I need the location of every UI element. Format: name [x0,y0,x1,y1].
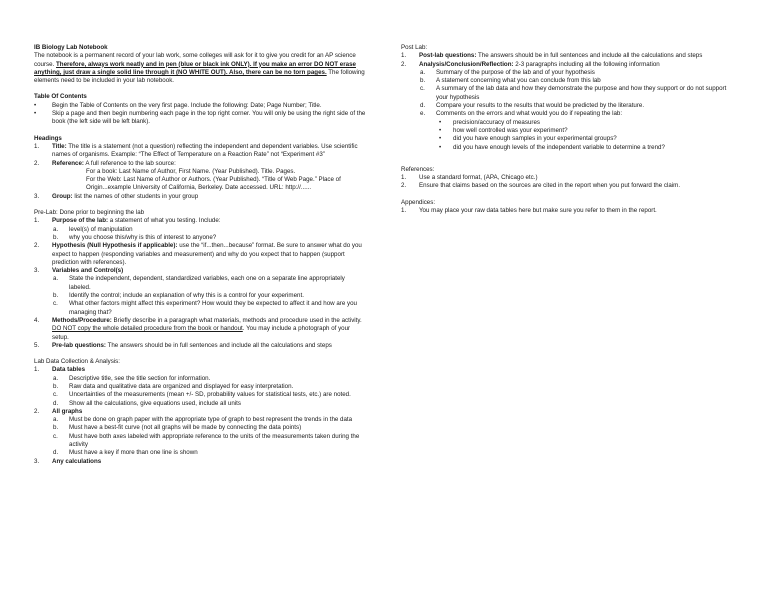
item-text-end: . You may include a photograph of your setup. [52,325,351,341]
sub-item-mark: c. [53,300,58,308]
item-text: Briefly describe in a paragraph what materials, methods and procedure used in the activity. [111,316,362,324]
list-item [401,61,737,69]
item-text: a statement of what you testing. Include: [108,217,221,225]
appendices-section [401,199,737,216]
item-label: Any calculations [52,457,102,465]
sub-item-mark: b. [53,424,59,432]
item-label: Analysis/Conclusion/Reflection: [419,60,514,68]
list-item [34,217,366,225]
item-text: A full reference to the lab source: [83,159,176,167]
intro-text: The notebook is a permanent record of your lab work, some colleges will ask for it to give you credit for an AP science course. [34,52,356,68]
item-number: 2. [34,159,40,167]
list-item [34,458,366,466]
sub-item-mark: d. [53,449,59,457]
item-number: 2. [401,60,407,68]
item-text: You may place your raw data tables here but make sure you refer to them in the report. [419,207,657,215]
item-text: The answers should be in full sentences and include all the calculations and steps [105,341,332,349]
collection-section [34,358,366,466]
sub-item-text: A statement concerning what you can conclude from this lab [436,77,601,85]
sub-item [401,102,737,110]
bullet-mark: • [439,126,442,134]
sub-item [34,424,366,432]
headings-heading: Headings [34,134,62,142]
reference-format-book: For a book: Last Name of Author, First Name. (Year Published). Title. Pages. [86,167,296,175]
list-item [34,317,366,342]
item-number: 5. [34,341,40,349]
list-item [401,174,737,182]
item-number: 3. [34,267,40,275]
toc-item-text: Begin the Table of Contents on the very first page. Include the following: Date; Page Number; Title. [52,101,322,109]
sub-item-mark: b. [420,77,426,85]
item-label: Methods/Procedure: [52,316,112,324]
bullet-mark: • [34,110,37,118]
prelab-section [34,209,366,350]
item-label: Variables and Control(s) [52,267,124,275]
sub-item [401,85,737,102]
item-number: 2. [34,407,40,415]
item-label: All graphs [52,407,83,415]
sub-item [34,433,366,450]
prelab-label: Pre-Lab: [34,209,58,217]
sub-item-text: Compare your results to the results that would be predicted by the literature. [436,102,645,110]
right-column [401,44,737,215]
item-number: 2. [34,242,40,250]
list-item [34,143,366,160]
sub-item-mark: c. [53,432,58,440]
sub-item [34,375,366,383]
sub-item-mark: b. [53,292,59,300]
sub-item-text: Must have a key if more than one line is shown [69,449,198,457]
sub-item [401,110,737,118]
bullet-item [401,119,737,127]
item-text: use the “if...then...because” format. Be sure to answer what do you expect to happen (responding variables and measurement) and why do you expect that to happen (support prediction with references). [52,242,362,266]
item-number: 1. [34,142,40,150]
sub-item-mark: d. [53,399,59,407]
item-text: The title is a statement (not a question) reflecting the independent and dependent variables. Use scientific names of organisms. Example: “The Effect of Temperature on a Reaction Rate” not “Experiment #3” [52,142,358,159]
item-number: 2. [401,182,407,190]
document-title: IB Biology Lab Notebook [34,44,108,51]
sub-item [34,226,366,234]
bullet-text: did you have enough samples in your experimental groups? [453,135,617,143]
sub-item-mark: a. [420,68,426,76]
headings-section [34,135,366,201]
intro-text-end: The following elements need to be included in your lab notebook. [34,68,365,85]
item-label: Hypothesis (Null Hypothesis if applicable): [52,242,178,250]
list-item [34,110,366,127]
sub-item [34,275,366,292]
sub-item [34,400,366,408]
sub-item-text: Descriptive title, see the title section for information. [69,374,211,382]
sub-item [401,69,737,77]
bullet-text: did you have enough levels of the independent variable to determine a trend? [453,143,665,151]
bullet-mark: • [439,143,442,151]
sub-item-text: Raw data and qualitative data are organized and displayed for easy interpretation. [69,382,294,390]
item-number: 1. [401,174,407,182]
sub-item-text: Uncertainties of the measurements (mean +/- SD, probability values for statistical tests, etc.) are noted. [69,391,351,399]
list-item [401,182,737,190]
item-number: 1. [34,366,40,374]
sub-item [34,449,366,457]
sub-item [34,416,366,424]
bullet-text: how well controlled was your experiment? [453,126,568,134]
sub-item-text: Show all the calculations, give equations used, include all units [69,399,241,407]
sub-item-text: Must be done on graph paper with the appropriate type of graph to best represent the trends in the data [69,416,353,424]
sub-item-text: State the independent, dependent, standardized variables, each one on a separate line appropriately labeled. [69,275,345,291]
list-item [34,408,366,416]
list-item [34,267,366,275]
sub-item-text: level(s) of manipulation [69,225,133,233]
sub-item-mark: a. [53,416,59,424]
sub-item-mark: c. [53,391,58,399]
postlab-heading: Post Lab: [401,44,428,51]
sub-item-text: Identify the control; include an explanation of why this is a control for your experiment. [69,292,304,300]
item-number: 4. [34,316,40,324]
references-heading: References: [401,165,435,173]
left-column [34,44,366,466]
toc-heading: Table Of Contents [34,93,87,101]
item-label: Purpose of the lab: [52,217,109,225]
postlab-section [401,44,737,152]
sub-item [34,292,366,300]
intro-paragraph [34,52,366,85]
toc-item-text: Skip a page and then begin numbering each page in the top right corner. You will only be using the right side of the book (the left side will be left blank). [52,110,366,126]
bullet-mark: • [439,135,442,143]
sub-item-mark: a. [53,374,59,382]
sub-item-mark: e. [420,110,426,118]
sub-item-mark: b. [53,382,59,390]
bullet-text: precision/accuracy of measures [453,118,541,126]
bullet-item [401,135,737,143]
sub-item-text: Must have a best-fit curve (not all graphs will be made by connecting the data points) [69,424,302,432]
sub-item-text: A summary of the lab data and how they demonstrate the purpose and how they support or do not support your hypothesis [436,85,727,101]
sub-item-mark: d. [420,102,426,110]
item-text: The answers should be in full sentences and include all the calculations and steps [476,52,703,60]
item-number: 1. [34,217,40,225]
sub-item-mark: a. [53,275,59,283]
item-number: 3. [34,457,40,465]
sub-item-mark: a. [53,225,59,233]
sub-item-text: Summary of the purpose of the lab and of your hypothesis [436,68,595,76]
item-text: 2-3 paragraphs including all the following information [513,60,660,68]
list-item [34,160,366,168]
item-label: Pre-lab questions: [52,341,106,349]
bullet-mark: • [439,118,442,126]
sub-item-text: why you choose this/why is this of interest to anyone? [69,233,217,241]
collection-heading: Lab Data Collection & Analysis: [34,358,120,366]
item-text: list the names of other students in your group [72,192,199,200]
prelab-subtitle: Done prior to beginning the lab [57,209,145,217]
sub-item-text: Comments on the errors and what would you do if repeating the lab: [436,110,623,118]
item-text: Ensure that claims based on the sources are cited in the report when you put forward the claim. [419,182,681,190]
list-item [34,366,366,374]
item-number: 1. [401,207,407,215]
prelab-heading [34,209,366,217]
appendices-heading: Appendices: [401,198,436,206]
bullet-item [401,144,737,152]
reference-format-web: For the Web: Last Name of Author or Authors. (Year Published). “Title of Web Page.” Place of Origin...example University of California, Berkeley. Date accessed. URL: http://...... [86,176,341,192]
item-number: 3. [34,192,40,200]
sub-item [34,300,366,317]
intro-warning: Therefore, always work neatly and in pen (blue or black ink ONLY). If you make an error DO NOT erase anything, just draw a single solid line through it (NO WHITE OUT). Also, there can be no torn pages. [34,60,356,76]
item-number: 1. [401,52,407,60]
item-label: Post-lab questions: [419,52,477,60]
list-item [34,242,366,267]
sub-item [401,77,737,85]
sub-item-text: What other factors might affect this experiment? How would they be expected to affect it and how are you managing that? [69,300,357,316]
bullet-mark: • [34,101,37,109]
item-text-underlined: DO NOT copy the whole detailed procedure from the book or handout [52,325,243,333]
references-section [401,166,737,191]
sub-item-mark: c. [420,85,425,93]
item-label: Title: [52,142,67,150]
list-item [34,193,366,201]
sub-item-text: Must have both axes labeled with appropriate reference to the units of the measurements taken during the activity [69,432,360,449]
item-label: Group: [52,192,73,200]
sub-item [34,391,366,399]
item-text: Use a standard format, (APA, Chicago etc.) [419,174,538,182]
item-label: Data tables [52,366,86,374]
bullet-item [401,127,737,135]
list-item [34,102,366,110]
sub-item [34,383,366,391]
sub-item-mark: b. [53,233,59,241]
toc-section [34,93,366,126]
list-item [34,342,366,350]
list-item [401,52,737,60]
item-label: Reference: [52,159,84,167]
sub-item [34,234,366,242]
list-item [401,207,737,215]
